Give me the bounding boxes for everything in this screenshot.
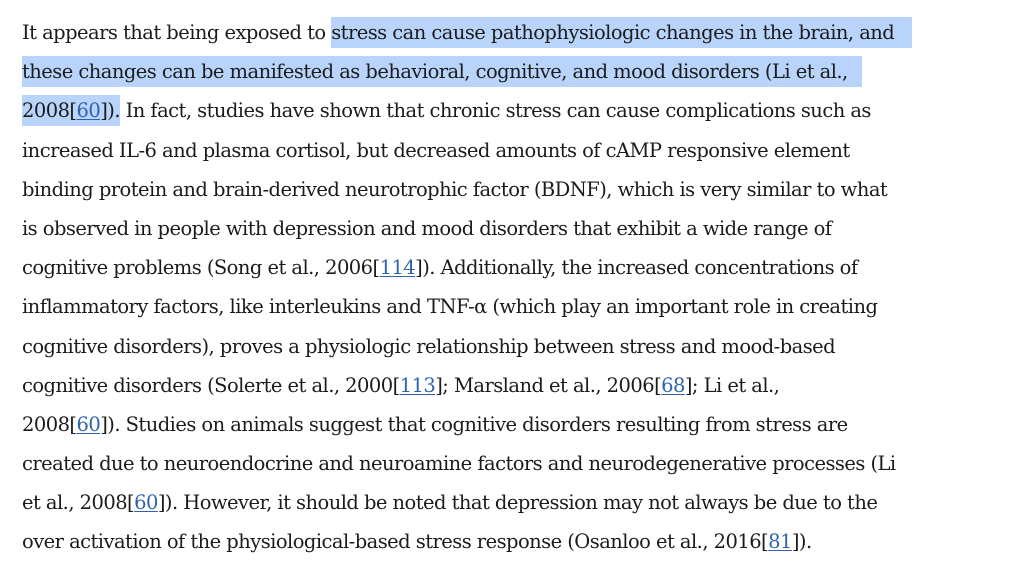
text-run: ]; Marsland et al., 2006[ [435, 373, 662, 397]
text-run: et al., 2008[ [22, 491, 135, 515]
selected-text[interactable]: ]). [100, 95, 120, 126]
text-line [22, 52, 1012, 91]
text-line [22, 483, 1012, 522]
reference-link-81[interactable]: 81 [768, 530, 792, 554]
text-line [22, 522, 1012, 561]
text-line [22, 170, 1012, 209]
selected-text[interactable]: stress can cause pathophysiologic changes in the brain, and [331, 17, 912, 48]
text-run: ]). Studies on animals suggest that cognitive disorders resulting from stress are [100, 412, 848, 436]
reference-link-114[interactable]: 114 [379, 256, 416, 280]
text-line [22, 366, 1012, 405]
text-run: It appears that being exposed to [22, 21, 332, 44]
text-line [22, 444, 1012, 483]
text-run: binding protein and brain-derived neurotrophic factor (BDNF), which is very similar to what [22, 177, 888, 201]
text-run: created due to neuroendocrine and neuroamine factors and neurodegenerative processes (Li [22, 452, 896, 476]
reference-link-60[interactable]: 60 [76, 412, 101, 436]
text-line [22, 327, 1012, 366]
reference-link-60[interactable]: 60 [76, 95, 100, 126]
text-line [22, 13, 1012, 52]
text-run: ]). Additionally, the increased concentrations of [415, 256, 858, 280]
text-run: over activation of the physiological-based stress response (Osanloo et al., 2016[ [22, 530, 769, 554]
text-run: ]). [791, 530, 812, 554]
text-run: 2008[ [22, 412, 77, 436]
selected-text[interactable]: 2008[ [22, 95, 76, 126]
text-run: ]; Li et al., [684, 373, 780, 397]
text-line [22, 209, 1012, 248]
text-run: is observed in people with depression and mood disorders that exhibit a wide range of [22, 216, 832, 240]
text-line [22, 131, 1012, 170]
text-line [22, 91, 1012, 130]
article-paragraph [22, 13, 1012, 562]
reference-link-60[interactable]: 60 [134, 491, 158, 515]
text-run: increased IL-6 and plasma cortisol, but decreased amounts of cAMP responsive element [22, 138, 850, 162]
text-line [22, 405, 1012, 444]
selected-text[interactable]: these changes can be manifested as behavioral, cognitive, and mood disorders (Li et al., [22, 56, 862, 87]
text-run: cognitive disorders (Solerte et al., 2000[ [22, 373, 400, 397]
text-run: inflammatory factors, like interleukins and TNF-α (which play an important role in creating [22, 295, 878, 319]
reference-link-113[interactable]: 113 [399, 373, 436, 397]
text-line [22, 287, 1012, 326]
text-run: cognitive disorders), proves a physiologic relationship between stress and mood-based [22, 334, 836, 358]
reference-link-68[interactable]: 68 [661, 373, 685, 397]
text-run: ]). However, it should be noted that depression may not always be due to the [157, 491, 878, 515]
text-run: In fact, studies have shown that chronic stress can cause complications such as [119, 99, 871, 123]
text-run: cognitive problems (Song et al., 2006[ [22, 256, 380, 280]
text-line [22, 248, 1012, 287]
